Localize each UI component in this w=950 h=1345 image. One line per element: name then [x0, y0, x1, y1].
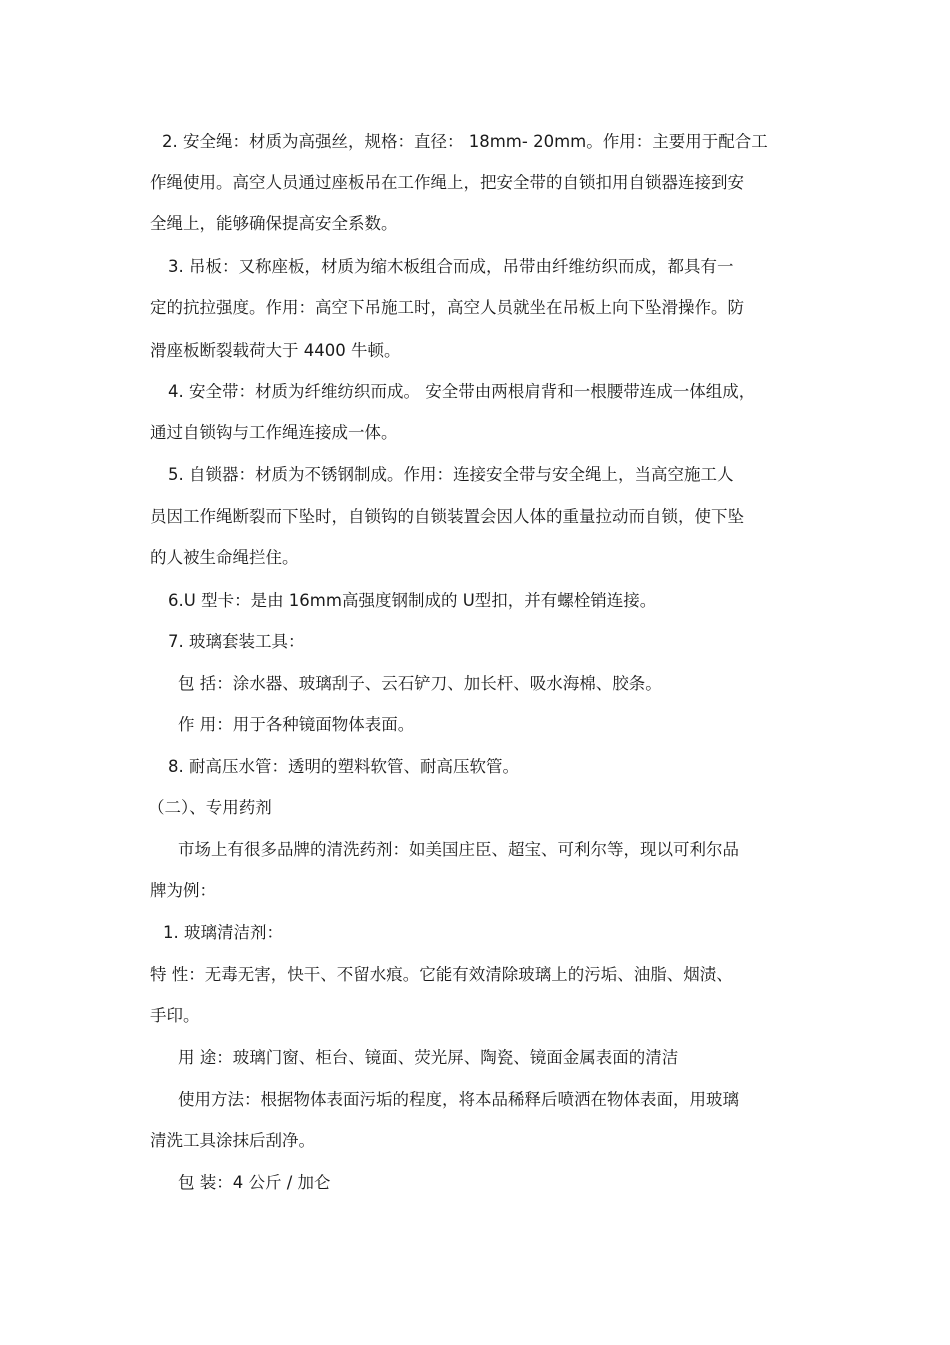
text-line-1: 2. 安全绳：材质为高强丝，规格：直径： 18mm- 20mm。作用：主要用于配合工: [162, 132, 768, 151]
text-line-8: 通过自锁钩与工作绳连接成一体。: [150, 423, 398, 442]
text-line-9: 5. 自锁器：材质为不锈钢制成。作用：连接安全带与安全绳上，当高空施工人: [168, 465, 734, 484]
text-line-13: 7. 玻璃套装工具：: [168, 632, 305, 651]
text-line-19: 牌为例：: [150, 881, 216, 900]
text-line-24: 使用方法：根据物体表面污垢的程度，将本品稀释后喷洒在物体表面，用玻璃: [178, 1090, 739, 1109]
text-line-25: 清洗工具涂抹后刮净。: [150, 1131, 315, 1150]
text-line-23: 用 途：玻璃门窗、柜台、镜面、荧光屏、陶瓷、镜面金属表面的清洁: [178, 1048, 679, 1067]
text-line-4: 3. 吊板：又称座板，材质为缩木板组合而成，吊带由纤维纺织而成，都具有一: [168, 257, 734, 276]
text-line-18: 市场上有很多品牌的清洗药剂：如美国庄臣、超宝、可利尔等，现以可利尔品: [178, 840, 739, 859]
text-line-14: 包 括：涂水器、玻璃刮子、云石铲刀、加长杆、吸水海棉、胶条。: [178, 674, 662, 693]
text-line-11: 的人被生命绳拦住。: [150, 548, 299, 567]
text-line-5: 定的抗拉强度。作用：高空下吊施工时，高空人员就坐在吊板上向下坠滑操作。防: [150, 298, 744, 317]
text-line-3: 全绳上，能够确保提高安全系数。: [150, 214, 398, 233]
text-line-2: 作绳使用。高空人员通过座板吊在工作绳上，把安全带的自锁扣用自锁器连接到安: [150, 173, 744, 192]
text-line-20: 1. 玻璃清洁剂：: [163, 923, 283, 942]
text-line-16: 8. 耐高压水管：透明的塑料软管、耐高压软管。: [168, 757, 519, 776]
text-line-7: 4. 安全带：材质为纤维纺织而成。 安全带由两根肩背和一根腰带连成一体组成，: [168, 382, 756, 401]
text-line-15: 作 用：用于各种镜面物体表面。: [178, 715, 415, 734]
text-line-6: 滑座板断裂载荷大于 4400 牛顿。: [150, 341, 401, 360]
text-line-22: 手印。: [150, 1006, 200, 1025]
text-line-10: 员因工作绳断裂而下坠时，自锁钩的自锁装置会因人体的重量拉动而自锁，使下坠: [150, 507, 744, 526]
section-heading: （二）、专用药剂: [148, 798, 272, 817]
text-line-26: 包 装：4 公斤 / 加仑: [178, 1173, 331, 1192]
text-line-21: 特 性：无毒无害，快干、不留水痕。它能有效清除玻璃上的污垢、油脂、烟渍、: [150, 965, 733, 984]
text-line-12: 6.U 型卡：是由 16mm高强度钢制成的 U型扣，并有螺栓销连接。: [168, 591, 657, 610]
